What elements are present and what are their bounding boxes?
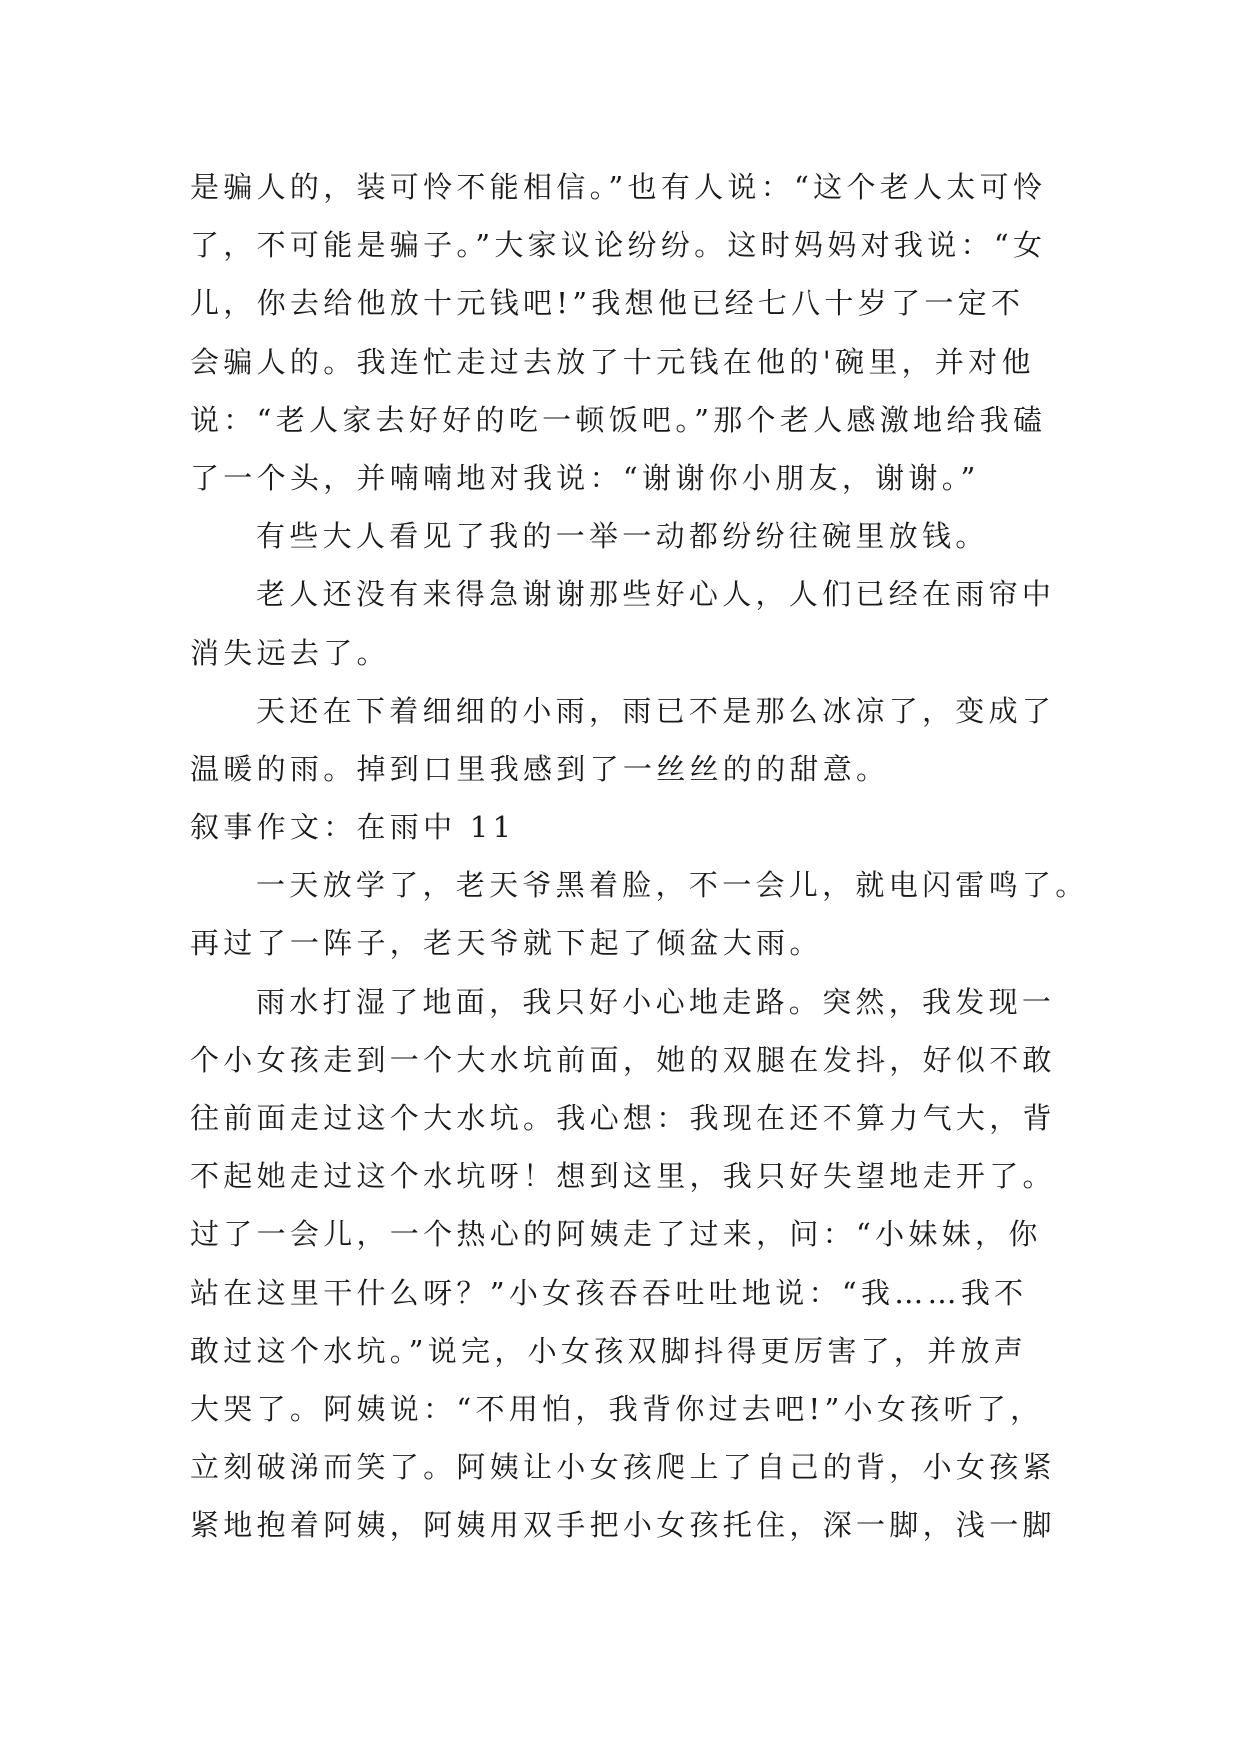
text-line: 有些大人看见了我的一举一动都纷纷往碗里放钱。: [256, 519, 989, 554]
text-line: 儿，你去给他放十元钱吧!”我想他已经七八十岁了一定不: [190, 286, 1025, 321]
text-line: 过了一会儿，一个热心的阿姨走了过来，问：“小妹妹，你: [190, 1217, 1042, 1252]
text-line: 一天放学了，老天爷黑着脸，不一会儿，就电闪雷鸣了。: [256, 868, 1089, 903]
text-line: 往前面走过这个大水坑。我心想：我现在还不算力气大，背: [190, 1101, 1056, 1135]
text-line: 不起她走过这个水坑呀！想到这里，我只好失望地走开了。: [190, 1159, 1056, 1194]
text-line: 大哭了。阿姨说：“不用怕，我背你过去吧!”小女孩听了，: [190, 1391, 1044, 1426]
text-line: 叙事作文：在雨中 11: [190, 810, 516, 845]
text-line: 了，不可能是骗子。”大家议论纷纷。这时妈妈对我说：“女: [190, 228, 1047, 263]
text-line: 天还在下着细细的小雨，雨已不是那么冰凉了，变成了: [256, 693, 1056, 728]
text-line: 说：“老人家去好好的吃一顿饭吧。”那个老人感激地给我磕: [190, 402, 1047, 437]
text-line: 是骗人的，装可怜不能相信。”也有人说：“这个老人太可怜: [190, 170, 1047, 204]
text-line: 会骗人的。我连忙走过去放了十元钱在他的'碗里，并对他: [190, 344, 1035, 379]
text-line: 紧地抱着阿姨，阿姨用双手把小女孩托住，深一脚，浅一脚: [190, 1508, 1056, 1543]
essay-text: [190, 158, 1089, 1555]
text-line: 温暖的雨。掉到口里我感到了一丝丝的的甜意。: [190, 751, 890, 786]
text-line: 雨水打湿了地面，我只好小心地走路。突然，我发现一: [256, 984, 1056, 1019]
text-line: 敢过这个水坑。”说完，小女孩双脚抖得更厉害了，并放声: [190, 1333, 1028, 1368]
text-line: 站在这里干什么呀？”小女孩吞吞吐吐地说：“我……我不: [190, 1275, 1028, 1310]
text-line: 再过了一阵子，老天爷就下起了倾盆大雨。: [190, 926, 823, 961]
text-line: 了一个头，并喃喃地对我说：“谢谢你小朋友，谢谢。”: [190, 460, 980, 495]
text-line: 老人还没有来得急谢谢那些好心人，人们已经在雨帘中: [256, 577, 1056, 612]
text-line: 个小女孩走到一个大水坑前面，她的双腿在发抖，好似不敢: [190, 1042, 1056, 1077]
text-line: 消失远去了。: [190, 635, 390, 670]
text-line: 立刻破涕而笑了。阿姨让小女孩爬上了自己的背，小女孩紧: [190, 1450, 1056, 1485]
